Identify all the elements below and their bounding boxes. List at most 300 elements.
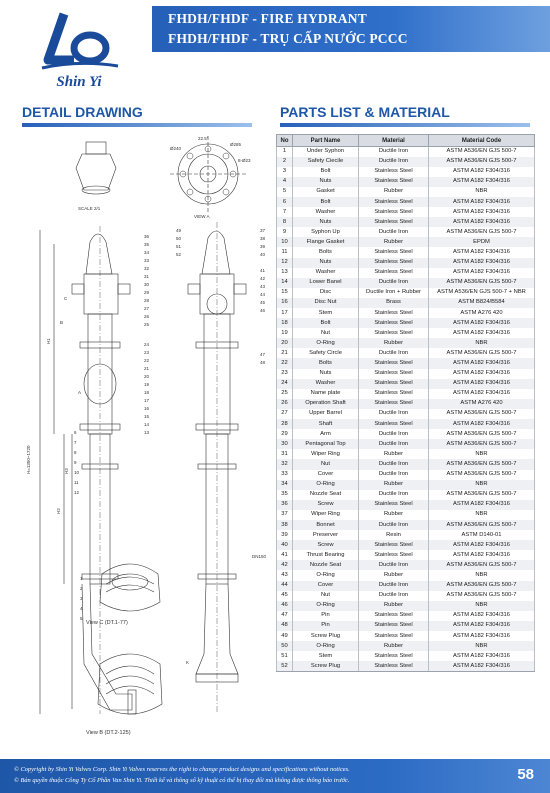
table-row <box>277 439 535 449</box>
cell-no: 42 <box>277 560 293 570</box>
callout-6: 6 <box>74 430 77 435</box>
cell-no: 11 <box>277 247 293 257</box>
table-row <box>277 661 535 671</box>
callout-28: 28 <box>144 298 150 303</box>
callout-14: 14 <box>144 422 150 427</box>
cell-material-code: ASTM A182 F304/316 <box>429 540 535 550</box>
callout-9: 9 <box>74 460 77 465</box>
cell-material-code: ASTM A536/EN GJS 500-7 <box>429 459 535 469</box>
cell-material-code: ASTM A536/EN GJS 500-7 <box>429 147 535 157</box>
table-row <box>277 298 535 308</box>
cell-no: 6 <box>277 197 293 207</box>
label-c: C <box>64 296 68 301</box>
cell-material: Ductile Iron <box>359 490 429 500</box>
table-row <box>277 379 535 389</box>
cell-no: 49 <box>277 631 293 641</box>
cell-material-code: ASTM A536/EN GJS 500-7 <box>429 409 535 419</box>
table-row <box>277 288 535 298</box>
cell-no: 45 <box>277 591 293 601</box>
callout-1: 1 <box>80 576 83 581</box>
callout-51: 51 <box>176 244 182 249</box>
table-header-row <box>277 135 535 147</box>
cell-material-code: NBR <box>429 570 535 580</box>
callout-25: 25 <box>144 322 150 327</box>
table-row <box>277 429 535 439</box>
table-row <box>277 308 535 318</box>
cell-part-name: Nuts <box>293 258 359 268</box>
cell-part-name: Nuts <box>293 369 359 379</box>
callout-44: 44 <box>260 292 266 297</box>
view-c-label: View C (DT.1-77) <box>86 620 128 626</box>
title-vietnamese: FHDH/FHDF - TRỤ CẤP NƯỚC PCCC <box>168 31 408 46</box>
callout-16: 16 <box>144 406 150 411</box>
cell-no: 44 <box>277 581 293 591</box>
callout-33: 33 <box>144 258 150 263</box>
cell-material-code: ASTM A276 420 <box>429 399 535 409</box>
cell-material-code: ASTM A182 F304/316 <box>429 621 535 631</box>
cell-material: Rubber <box>359 480 429 490</box>
cell-material-code: ASTM A182 F304/316 <box>429 379 535 389</box>
table-row <box>277 197 535 207</box>
cell-material: Ductile Iron <box>359 278 429 288</box>
callout-2: 2 <box>80 586 83 591</box>
cell-part-name: Pin <box>293 621 359 631</box>
cell-material-code: ASTM A536/EN GJS 500-7 <box>429 520 535 530</box>
flange-view-a <box>170 136 251 219</box>
callout-12: 12 <box>74 490 80 495</box>
callout-26: 26 <box>144 314 150 319</box>
cell-no: 1 <box>277 147 293 157</box>
cell-part-name: Upper Barrel <box>293 409 359 419</box>
cell-material: Stainless Steel <box>359 197 429 207</box>
cell-no: 20 <box>277 338 293 348</box>
cell-part-name: Washer <box>293 268 359 278</box>
cell-material: Ductile Iron <box>359 560 429 570</box>
table-row <box>277 348 535 358</box>
section-rule <box>280 123 530 127</box>
cell-part-name: Wiper Ring <box>293 449 359 459</box>
cell-material-code: NBR <box>429 338 535 348</box>
cell-no: 5 <box>277 187 293 197</box>
table-row <box>277 419 535 429</box>
cell-material: Stainless Steel <box>359 177 429 187</box>
cell-no: 25 <box>277 389 293 399</box>
callout-31: 31 <box>144 274 150 279</box>
cell-no: 15 <box>277 288 293 298</box>
cell-no: 35 <box>277 490 293 500</box>
cell-material-code: ASTM A536/EN GJS 500-7 <box>429 490 535 500</box>
cell-material: Rubber <box>359 449 429 459</box>
cell-part-name: Wiper Ring <box>293 510 359 520</box>
cell-no: 27 <box>277 409 293 419</box>
cell-no: 8 <box>277 217 293 227</box>
hydrant-section-left <box>26 226 150 714</box>
cell-part-name: Bonnet <box>293 520 359 530</box>
cell-part-name: Shaft <box>293 419 359 429</box>
bolt-holes-dim: 8-Ø23 <box>238 158 251 163</box>
cell-material-code: ASTM A182 F304/316 <box>429 611 535 621</box>
cell-no: 18 <box>277 318 293 328</box>
label-k: K <box>186 660 190 665</box>
cell-no: 34 <box>277 480 293 490</box>
middle-callouts <box>144 234 150 435</box>
cell-part-name: Cover <box>293 581 359 591</box>
cell-material: Stainless Steel <box>359 389 429 399</box>
cell-material-code: ASTM A536/EN GJS 500-7 <box>429 470 535 480</box>
cell-part-name: Nuts <box>293 177 359 187</box>
table-row <box>277 540 535 550</box>
cell-no: 23 <box>277 369 293 379</box>
cell-no: 7 <box>277 207 293 217</box>
table-row <box>277 560 535 570</box>
cell-part-name: Thrust Bearing <box>293 550 359 560</box>
callout-17: 17 <box>144 398 150 403</box>
cell-part-name: Stem <box>293 651 359 661</box>
cell-material-code: ASTM A536/EN GJS 500-7 <box>429 278 535 288</box>
callout-7: 7 <box>74 440 77 445</box>
callout-37: 37 <box>260 228 266 233</box>
cell-material-code: ASTM A182 F304/316 <box>429 419 535 429</box>
cell-material: Rubber <box>359 601 429 611</box>
cell-material: Stainless Steel <box>359 631 429 641</box>
cell-no: 24 <box>277 379 293 389</box>
cell-no: 38 <box>277 520 293 530</box>
cell-no: 46 <box>277 601 293 611</box>
cell-part-name: O-Ring <box>293 338 359 348</box>
cell-material-code: NBR <box>429 449 535 459</box>
cell-no: 14 <box>277 278 293 288</box>
cell-no: 50 <box>277 641 293 651</box>
cell-material: Stainless Steel <box>359 258 429 268</box>
cell-material: Stainless Steel <box>359 399 429 409</box>
cell-no: 52 <box>277 661 293 671</box>
cell-material: Stainless Steel <box>359 379 429 389</box>
parts-list-header <box>280 104 530 122</box>
cell-material-code: ASTM A182 F304/316 <box>429 369 535 379</box>
cell-material: Stainless Steel <box>359 167 429 177</box>
cell-material-code: ASTM A276 420 <box>429 308 535 318</box>
callout-27: 27 <box>144 306 150 311</box>
cell-part-name: Cover <box>293 470 359 480</box>
cell-part-name: Pentagonal Top <box>293 439 359 449</box>
table-row <box>277 409 535 419</box>
title-english: FHDH/FHDF - FIRE HYDRANT <box>168 11 367 26</box>
cell-material-code: ASTM A536/EN GJS 500-7 <box>429 429 535 439</box>
table-row <box>277 459 535 469</box>
cell-no: 19 <box>277 328 293 338</box>
cell-part-name: Nozzle Seat <box>293 560 359 570</box>
cell-material: Ductile Iron + Rubber <box>359 288 429 298</box>
cell-material: Stainless Steel <box>359 500 429 510</box>
cell-material: Rubber <box>359 510 429 520</box>
cell-part-name: Screw <box>293 500 359 510</box>
cell-material: Ductile Iron <box>359 429 429 439</box>
table-row <box>277 369 535 379</box>
cell-material-code: ASTM A182 F304/316 <box>429 207 535 217</box>
cell-no: 51 <box>277 651 293 661</box>
angle-dim: 22.5° <box>198 136 209 141</box>
cell-material-code: ASTM A536/EN GJS 500-7 <box>429 581 535 591</box>
section-title: DETAIL DRAWING <box>22 104 143 120</box>
right-callouts <box>176 228 266 365</box>
table-row <box>277 550 535 560</box>
table-row <box>277 328 535 338</box>
cell-material: Ductile Iron <box>359 470 429 480</box>
cell-material: Rubber <box>359 338 429 348</box>
cell-material: Stainless Steel <box>359 358 429 368</box>
title-bar <box>152 6 550 52</box>
table-row <box>277 581 535 591</box>
table-row <box>277 520 535 530</box>
cell-part-name: Disc Nut <box>293 298 359 308</box>
view-b-detail <box>86 654 162 736</box>
cell-material: Stainless Steel <box>359 651 429 661</box>
cell-material-code: ASTM A182 F304/316 <box>429 167 535 177</box>
cell-material-code: EPDM <box>429 237 535 247</box>
table-row <box>277 399 535 409</box>
hydrant-drawing-svg <box>20 134 276 744</box>
col-material: Material <box>359 135 429 147</box>
col-no: No <box>277 135 293 147</box>
table-row <box>277 621 535 631</box>
table-row <box>277 530 535 540</box>
cell-material-code: ASTM A536/EN GJS 500-7 <box>429 591 535 601</box>
table-row <box>277 641 535 651</box>
callout-49: 49 <box>176 228 182 233</box>
cell-no: 4 <box>277 177 293 187</box>
parts-table-body <box>277 147 535 672</box>
page-header <box>0 0 550 98</box>
table-row <box>277 480 535 490</box>
cell-material: Stainless Steel <box>359 661 429 671</box>
cell-part-name: Screw Plug <box>293 661 359 671</box>
cell-material: Ductile Iron <box>359 439 429 449</box>
cell-no: 9 <box>277 227 293 237</box>
cell-part-name: Preserver <box>293 530 359 540</box>
table-row <box>277 449 535 459</box>
cell-material: Ductile Iron <box>359 157 429 167</box>
left-callouts <box>74 430 83 621</box>
callout-10: 10 <box>74 470 80 475</box>
cell-no: 22 <box>277 358 293 368</box>
cell-no: 32 <box>277 459 293 469</box>
cell-material-code: ASTM A182 F304/316 <box>429 358 535 368</box>
cell-material-code: ASTM A536/EN GJS 500-7 <box>429 439 535 449</box>
cell-material: Ductile Iron <box>359 348 429 358</box>
callout-19: 19 <box>144 382 150 387</box>
callout-15: 15 <box>144 414 150 419</box>
table-row <box>277 147 535 157</box>
detail-drawing-header <box>22 104 252 122</box>
cell-no: 28 <box>277 419 293 429</box>
cell-part-name: Nuts <box>293 217 359 227</box>
cell-part-name: Washer <box>293 379 359 389</box>
table-row <box>277 237 535 247</box>
col-part-name: Part Name <box>293 135 359 147</box>
cell-material-code: ASTM A182 F304/316 <box>429 258 535 268</box>
cell-part-name: Arm <box>293 429 359 439</box>
callout-3: 3 <box>80 596 83 601</box>
cell-material-code: ASTM A182 F304/316 <box>429 500 535 510</box>
callout-4: 4 <box>80 606 83 611</box>
cell-part-name: Gasket <box>293 187 359 197</box>
table-row <box>277 570 535 580</box>
label-b: B <box>60 320 64 325</box>
callout-40: 40 <box>260 252 266 257</box>
cell-material: Stainless Steel <box>359 268 429 278</box>
cell-material-code: ASTM A182 F304/316 <box>429 197 535 207</box>
callout-36: 36 <box>144 234 150 239</box>
view-c-detail <box>86 564 160 626</box>
table-row <box>277 247 535 257</box>
cell-material: Rubber <box>359 187 429 197</box>
cell-part-name: Screw <box>293 540 359 550</box>
callout-23: 23 <box>144 350 150 355</box>
cell-material-code: ASTM A536/EN GJS 500-7 <box>429 348 535 358</box>
cell-material-code: ASTM A182 F304/316 <box>429 550 535 560</box>
cell-material: Ductile Iron <box>359 147 429 157</box>
table-row <box>277 207 535 217</box>
table-row <box>277 651 535 661</box>
cell-material: Ductile Iron <box>359 520 429 530</box>
cell-material: Ductile Iron <box>359 409 429 419</box>
table-row <box>277 470 535 480</box>
cell-material-code: ASTM A536/EN GJS 500-7 <box>429 560 535 570</box>
view-a-label: VIEW A <box>194 214 210 219</box>
cell-no: 41 <box>277 550 293 560</box>
page-number: 58 <box>517 766 534 783</box>
cell-material-code: ASTM A182 F304/316 <box>429 318 535 328</box>
cell-no: 3 <box>277 167 293 177</box>
cell-material-code: ASTM A182 F304/316 <box>429 177 535 187</box>
cell-part-name: Lower Banel <box>293 278 359 288</box>
copyright-en: © Copyright by Shin Yi Valves Corp. Shin Yi Valves reserves the right to change product designs and specifications without notices. <box>14 766 350 773</box>
cell-part-name: Bolt <box>293 197 359 207</box>
cell-no: 36 <box>277 500 293 510</box>
cell-material: Stainless Steel <box>359 621 429 631</box>
section-rule <box>22 123 252 127</box>
callout-45: 45 <box>260 300 266 305</box>
cell-material: Resin <box>359 530 429 540</box>
cell-part-name: O-Ring <box>293 641 359 651</box>
cell-no: 21 <box>277 348 293 358</box>
callout-29: 29 <box>144 290 150 295</box>
cell-part-name: Screw Plug <box>293 631 359 641</box>
cell-material: Stainless Steel <box>359 540 429 550</box>
cell-part-name: O-Ring <box>293 480 359 490</box>
callout-21: 21 <box>144 366 150 371</box>
cell-no: 47 <box>277 611 293 621</box>
h2-dim: H2 <box>56 508 61 514</box>
cell-material-code: NBR <box>429 641 535 651</box>
cell-part-name: Safety Ciecile <box>293 157 359 167</box>
cell-no: 13 <box>277 268 293 278</box>
cell-material: Stainless Steel <box>359 611 429 621</box>
cell-no: 40 <box>277 540 293 550</box>
cell-no: 2 <box>277 157 293 167</box>
cell-material: Stainless Steel <box>359 550 429 560</box>
cell-no: 33 <box>277 470 293 480</box>
table-row <box>277 358 535 368</box>
cell-material: Stainless Steel <box>359 207 429 217</box>
cell-part-name: Pin <box>293 611 359 621</box>
table-row <box>277 177 535 187</box>
table-row <box>277 338 535 348</box>
cell-material-code: NBR <box>429 187 535 197</box>
callout-5: 5 <box>80 616 83 621</box>
callout-46: 46 <box>260 308 266 313</box>
callout-38: 38 <box>260 236 266 241</box>
detail-drawing <box>20 134 276 744</box>
table-row <box>277 167 535 177</box>
cell-part-name: Operation Shaft <box>293 399 359 409</box>
h3-dim: H3 <box>64 468 69 474</box>
cell-part-name: Bolt <box>293 167 359 177</box>
cell-material: Ductile Iron <box>359 227 429 237</box>
callout-22: 22 <box>144 358 150 363</box>
col-material-code: Material Code <box>429 135 535 147</box>
cell-material: Stainless Steel <box>359 247 429 257</box>
dn150-label: DN150 <box>252 554 267 559</box>
scale-label: SCALE 2/1 <box>78 206 101 211</box>
cell-part-name: Bolts <box>293 247 359 257</box>
callout-43: 43 <box>260 284 266 289</box>
cap-detail-view <box>76 142 116 211</box>
cell-material: Rubber <box>359 570 429 580</box>
cell-material: Stainless Steel <box>359 328 429 338</box>
copyright-vi: © Bản quyền thuộc Công Ty Cổ Phần Van Shin Yi. Thiết kế và thông số kỹ thuật có thể bị thay đổi mà không được thông báo trước. <box>14 777 350 784</box>
cell-part-name: Name plate <box>293 389 359 399</box>
cell-part-name: Under Syphon <box>293 147 359 157</box>
logo-mark-icon <box>34 10 124 74</box>
cell-part-name: Bolts <box>293 358 359 368</box>
cell-material: Brass <box>359 298 429 308</box>
h1-dim: H1 <box>46 338 51 344</box>
table-row <box>277 187 535 197</box>
cell-part-name: Disc <box>293 288 359 298</box>
cell-part-name: O-Ring <box>293 601 359 611</box>
table-row <box>277 258 535 268</box>
table-row <box>277 217 535 227</box>
callout-42: 42 <box>260 276 266 281</box>
cell-material-code: ASTM A182 F304/316 <box>429 268 535 278</box>
cell-part-name: Safety Circle <box>293 348 359 358</box>
cell-material-code: NBR <box>429 480 535 490</box>
callout-39: 39 <box>260 244 266 249</box>
table-row <box>277 490 535 500</box>
callout-32: 32 <box>144 266 150 271</box>
cell-material-code: ASTM A536/EN GJS 500-7 <box>429 227 535 237</box>
table-row <box>277 268 535 278</box>
cell-part-name: Nozzle Seat <box>293 490 359 500</box>
section-title: PARTS LIST & MATERIAL <box>280 104 450 120</box>
table-row <box>277 611 535 621</box>
cell-part-name: Nut <box>293 328 359 338</box>
callout-41: 41 <box>260 268 266 273</box>
cell-no: 31 <box>277 449 293 459</box>
brand-name: Shin Yi <box>56 74 102 90</box>
cell-material-code: NBR <box>429 510 535 520</box>
cell-part-name: Flange Gasket <box>293 237 359 247</box>
cell-no: 10 <box>277 237 293 247</box>
callout-8: 8 <box>74 450 77 455</box>
callout-11: 11 <box>74 480 79 485</box>
cell-material: Stainless Steel <box>359 419 429 429</box>
table-row <box>277 601 535 611</box>
cell-material: Stainless Steel <box>359 369 429 379</box>
cell-part-name: Bolt <box>293 318 359 328</box>
callout-18: 18 <box>144 390 150 395</box>
